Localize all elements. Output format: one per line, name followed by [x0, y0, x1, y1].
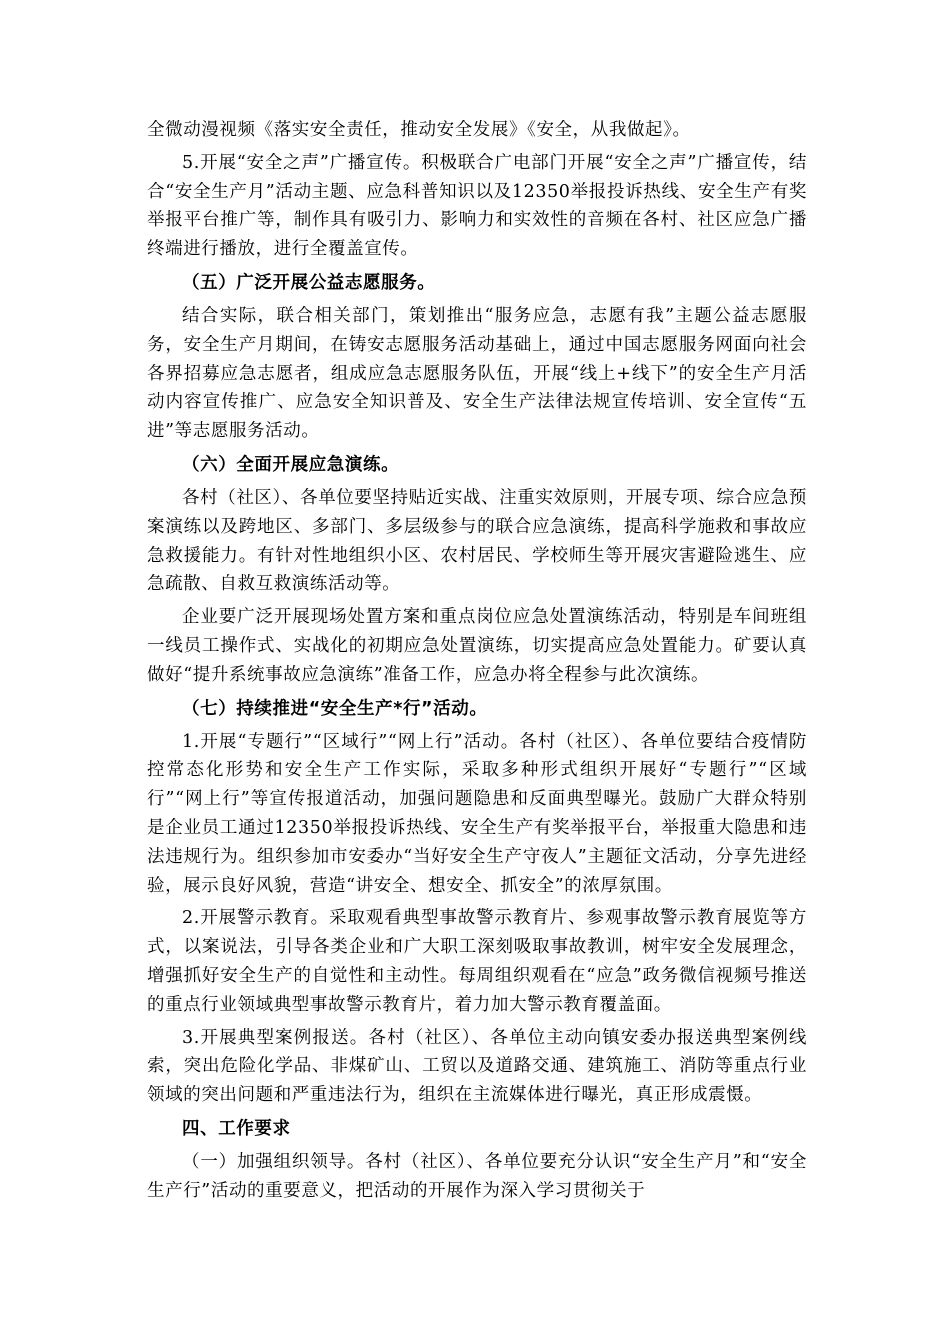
paragraph-broadcast-publicity: 5.开展“安全之声”广播宣传。积极联合广电部门开展“安全之声”广播宣传，结合“安全生产月”活动主题、应急科普知识以及12350举报投诉热线、安全生产有奖举报平台推广等，制作具有吸引力、影响力和实效性的音频在各村、社区应急广播终端进行播放，进行全覆盖宣传。	[147, 152, 807, 260]
paragraph-case-reporting: 3.开展典型案例报送。各村（社区）、各单位主动向镇安委办报送典型案例线索，突出危险化学品、非煤矿山、工贸以及道路交通、建筑施工、消防等重点行业领域的突出问题和严重违法行为，组织在主流媒体进行曝光，真正形成震慑。	[147, 1027, 807, 1106]
paragraph-warning-education: 2.开展警示教育。采取观看典型事故警示教育片、参观事故警示教育展览等方式，以案说法，引导各类企业和广大职工深刻吸取事故教训，树牢安全发展理念，增强抓好安全生产的自觉性和主动性。每周组织观看在“应急”政务微信视频号推送的重点行业领域典型事故警示教育片，着力加大警示教育覆盖面。	[147, 908, 807, 1015]
section-heading-volunteer-service: （五）广泛开展公益志愿服务。	[182, 272, 436, 293]
paragraph-organization-leadership: （一）加强组织领导。各村（社区）、各单位要充分认识“安全生产月”和“安全生产行”活动的重要意义，把活动的开展作为深入学习贯彻关于	[147, 1151, 807, 1201]
section-heading-emergency-drills: （六）全面开展应急演练。	[182, 454, 400, 475]
paragraph-emergency-drills: 各村（社区）、各单位要坚持贴近实战、注重实效原则，开展专项、综合应急预案演练以及跨地区、多部门、多层级参与的联合应急演练，提高科学施救和事故应急救援能力。有针对性地组织小区、农村居民、学校师生等开展灾害避险逃生、应急疏散、自救互救演练活动等。	[147, 487, 807, 595]
paragraph-topic-tours: 1.开展“专题行”“区域行”“网上行”活动。各村（社区）、各单位要结合疫情防控常态化形势和安全生产工作实际，采取多种形式组织开展好“专题行”“区域行”“网上行”等宣传报道活动，加强问题隐患和反面典型曝光。鼓励广大群众特别是企业员工通过12350举报投诉热线、安全生产有奖举报平台，举报重大隐患和违法违规行为。组织参加市安委办“当好安全生产守夜人”主题征文活动，分享先进经验，展示良好风貌，营造“讲安全、想安全、抓安全”的浓厚氛围。	[147, 731, 807, 896]
document-body	[147, 116, 807, 1206]
section-heading-work-requirements: 四、工作要求	[182, 1118, 291, 1139]
paragraph-enterprise-drills: 企业要广泛开展现场处置方案和重点岗位应急处置演练活动，特别是车间班组一线员工操作式、实战化的初期应急处置演练，切实提高应急处置能力。矿要认真做好“提升系统事故应急演练”准备工作，应急办将全程参与此次演练。	[147, 607, 807, 685]
section-heading-safety-tour: （七）持续推进“安全生产*行”活动。	[182, 698, 488, 719]
paragraph-volunteer-service: 结合实际，联合相关部门，策划推出“服务应急，志愿有我”主题公益志愿服务，安全生产月期间，在铸安志愿服务活动基础上，通过中国志愿服务网面向社会各界招募应急志愿者，组成应急志愿服务队伍，开展“线上+线下”的安全生产月活动内容宣传推广、应急安全知识普及、安全生产法律法规宣传培训、安全宣传“五进”等志愿服务活动。	[147, 305, 807, 442]
paragraph-continuation: 全微动漫视频《落实安全责任，推动安全发展》《安全，从我做起》。	[147, 120, 691, 140]
